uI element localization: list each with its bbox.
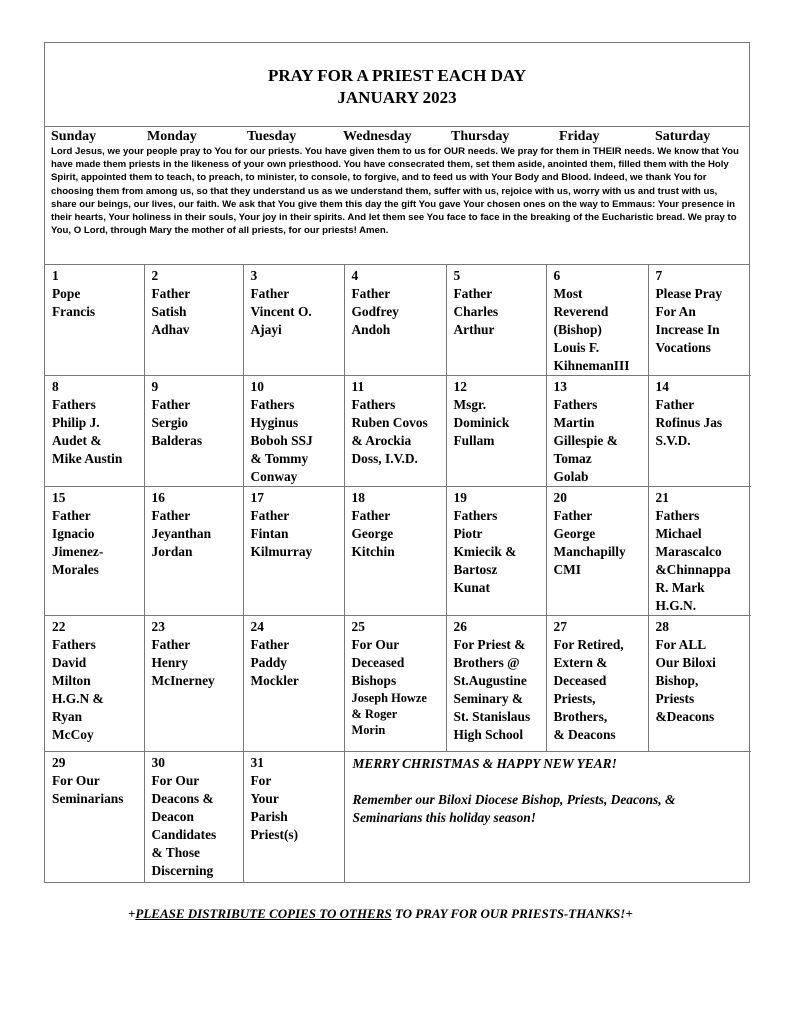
day-cell — [546, 487, 648, 616]
week-row — [45, 752, 751, 882]
day-number: 7 — [655, 268, 663, 283]
day-number: 17 — [250, 490, 264, 505]
day-number: 31 — [250, 755, 264, 770]
day-text: Father George Manchapilly CMI — [553, 508, 626, 577]
day-text: Pope Francis — [52, 286, 96, 319]
day-cell — [648, 376, 751, 487]
holiday-greeting: MERRY CHRISTMAS & HAPPY NEW YEAR! — [352, 756, 617, 771]
day-number: 30 — [151, 755, 165, 770]
weekday-wednesday: Wednesday — [343, 129, 412, 144]
day-cell — [546, 376, 648, 487]
day-number: 26 — [453, 619, 467, 634]
day-text: Fathers Martin Gillespie & Tomaz Golab — [553, 397, 618, 484]
day-text: Please Pray For An Increase In Vocations — [655, 286, 723, 355]
day-text: Father Charles Arthur — [453, 286, 499, 337]
calendar-grid — [45, 265, 751, 882]
day-text: For Our Deacons & Deacon Candidates & Those Discerning — [151, 773, 217, 878]
day-cell — [45, 487, 144, 616]
day-text: Fathers Philip J. Audet & Mike Austin — [52, 397, 123, 466]
day-text: For Our Seminarians — [52, 773, 124, 806]
day-cell — [446, 616, 546, 752]
day-number: 25 — [351, 619, 365, 634]
title-block — [45, 43, 749, 127]
day-cell — [243, 487, 344, 616]
day-text: Fathers David Milton H.G.N & Ryan McCoy — [52, 637, 104, 742]
day-cell — [243, 376, 344, 487]
day-text: For ALL Our Biloxi Bishop, Priests &Deacons — [655, 637, 716, 724]
day-text: Father Rofinus Jas S.V.D. — [655, 397, 723, 448]
day-number: 23 — [151, 619, 165, 634]
day-text: Fathers Hyginus Boboh SSJ & Tommy Conway — [250, 397, 313, 484]
day-text: Father Fintan Kilmurray — [250, 508, 313, 559]
footer-prefix: + — [128, 906, 136, 921]
day-cell — [144, 487, 243, 616]
day-text: Fathers Ruben Covos & Arockia Doss, I.V.D. — [351, 397, 428, 466]
day-text: Msgr. Dominick Fullam — [453, 397, 510, 448]
day-cell — [648, 265, 751, 376]
day-number: 5 — [453, 268, 461, 283]
week-row — [45, 265, 751, 376]
day-text: For Your Parish Priest(s) — [250, 773, 299, 842]
day-number: 20 — [553, 490, 567, 505]
day-text: Father Sergio Balderas — [151, 397, 203, 448]
day-text: Father Jeyanthan Jordan — [151, 508, 212, 559]
day-number: 3 — [250, 268, 258, 283]
day-number: 9 — [151, 379, 159, 394]
day-number: 10 — [250, 379, 264, 394]
day-cell — [243, 265, 344, 376]
weekday-sunday: Sunday — [51, 129, 97, 144]
day-cell — [243, 752, 344, 882]
day-text: Father Vincent O. Ajayi — [250, 286, 312, 337]
day-cell — [45, 616, 144, 752]
day-cell — [446, 265, 546, 376]
day-number: 8 — [52, 379, 59, 394]
holiday-reminder: Remember our Biloxi Diocese Bishop, Priests, Deacons, & Seminarians this holiday season! — [352, 792, 676, 825]
day-cell — [344, 616, 446, 752]
weekday-saturday: Saturday — [655, 129, 711, 144]
month-title: JANUARY 2023 — [337, 88, 457, 107]
day-number: 22 — [52, 619, 66, 634]
day-text: Fathers Piotr Kmiecik & Bartosz Kunat — [453, 508, 517, 595]
day-text: Father George Kitchin — [351, 508, 395, 559]
day-cell — [144, 376, 243, 487]
day-text: For Retired, Extern & Deceased Priests, Brothers, & Deacons — [553, 637, 624, 742]
footer-rest: TO PRAY FOR OUR PRIESTS-THANKS!+ — [391, 906, 633, 921]
day-number: 18 — [351, 490, 365, 505]
prayer-text: Lord Jesus, we your people pray to You for our priests. You have given them to us for OUR needs. We pray for them in THEIR needs. We know that You have made them priests in the likeness of your own priesthood. You have consecrated them, set them aside, anointed them, filled them with the Holy Spirit, appointed them to teach, to preach, to minister, to console, to forgive, and to feed us with Your Body and Blood. Indeed, we thank You for choosing them from among us, so that they understand us as we understand them, suffer with us, rejoice with us, worry with us and trust with us, share our beings, our lives, our faith. We ask that You give them this day the gift You gave Your chosen ones on the way to Emmaus: Your presence in their hearts, Your holiness in their souls, Your joy in their spirits. And let them see You face to face in the breaking of the Eucharistic bread. We pray to You, O Lord, through Mary the mother of all priests, for our priests! Amen. — [51, 146, 739, 237]
day-cell — [144, 752, 243, 882]
day-number: 2 — [151, 268, 159, 283]
week-row — [45, 376, 751, 487]
day-cell — [648, 616, 751, 752]
day-number: 16 — [151, 490, 165, 505]
day-text: Most Reverend (Bishop) Louis F. KihnemanIII — [553, 286, 630, 373]
day-cell — [446, 487, 546, 616]
day-number: 28 — [655, 619, 669, 634]
day-number: 21 — [655, 490, 669, 505]
day-cell — [344, 376, 446, 487]
day-number: 27 — [553, 619, 567, 634]
footer-distribute: PLEASE DISTRIBUTE COPIES TO OTHERS — [135, 906, 392, 921]
day-text: Fathers Michael Marascalco &Chinnappa R. Mark H.G.N. — [655, 508, 731, 613]
day-number: 14 — [655, 379, 669, 394]
day-cell — [648, 487, 751, 616]
page-title: PRAY FOR A PRIEST EACH DAY — [267, 66, 527, 85]
prayer-block — [45, 127, 749, 265]
day-cell — [446, 376, 546, 487]
day-cell — [144, 265, 243, 376]
day-number: 6 — [553, 268, 561, 283]
weekday-tuesday: Tuesday — [247, 129, 297, 144]
day-cell — [344, 265, 446, 376]
day-number: 15 — [52, 490, 66, 505]
day-cell — [45, 265, 144, 376]
day-number: 1 — [52, 268, 59, 283]
day-number: 13 — [553, 379, 567, 394]
day-cell — [45, 752, 144, 882]
day-number: 4 — [351, 268, 359, 283]
holiday-message — [344, 752, 751, 882]
weekday-header — [51, 129, 743, 145]
day-cell — [344, 487, 446, 616]
day-text: For Priest & Brothers @ St.Augustine Seminary & St. Stanislaus High School — [453, 637, 531, 742]
day-number: 19 — [453, 490, 467, 505]
day-cell — [546, 616, 648, 752]
day-cell — [243, 616, 344, 752]
day-text: For Our Deceased Bishops — [351, 637, 405, 688]
day-number: 29 — [52, 755, 66, 770]
weekday-friday: Friday — [559, 129, 600, 144]
day-number: 24 — [250, 619, 264, 634]
footer-note — [128, 906, 688, 922]
bishop-names: Joseph Howze & Roger Morin — [351, 691, 427, 737]
day-text: Father Ignacio Jimenez- Morales — [52, 508, 104, 577]
day-number: 12 — [453, 379, 467, 394]
day-text: Father Satish Adhav — [151, 286, 191, 337]
day-cell — [546, 265, 648, 376]
day-text: Father Godfrey Andoh — [351, 286, 399, 337]
weekday-monday: Monday — [147, 129, 197, 144]
day-cell — [45, 376, 144, 487]
day-text: Father Henry McInerney — [151, 637, 215, 688]
week-row — [45, 616, 751, 752]
week-row — [45, 487, 751, 616]
day-number: 11 — [351, 379, 365, 394]
day-cell — [144, 616, 243, 752]
day-text: Father Paddy Mockler — [250, 637, 299, 688]
weekday-thursday: Thursday — [451, 129, 510, 144]
calendar-frame — [44, 42, 750, 883]
